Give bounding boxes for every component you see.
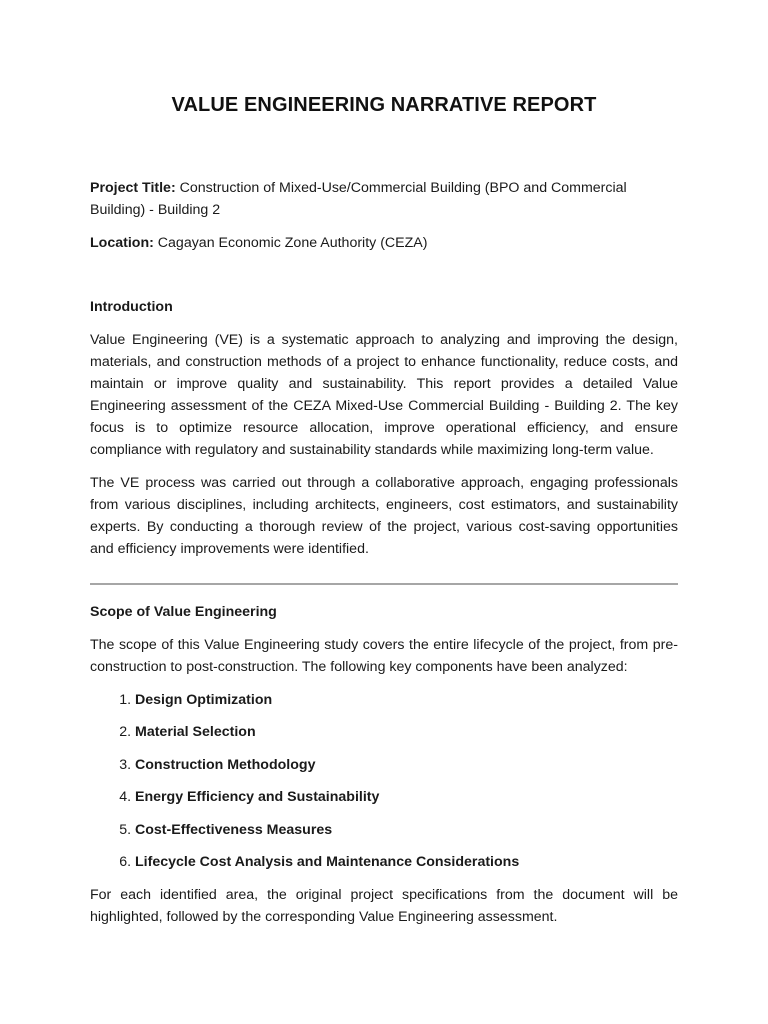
location-value: Cagayan Economic Zone Authority (CEZA) bbox=[157, 235, 428, 251]
introduction-section bbox=[90, 296, 678, 571]
introduction-paragraph-2: The VE process was carried out through a collaborative approach, engaging professionals from various disciplines, including architects, engineers, cost estimators, and sustainability experts. By conducting a thorough review of the project, various cost-saving opportunities and efficiency improvements were identified. bbox=[90, 475, 678, 557]
list-item: 1. Design Optimization bbox=[135, 689, 678, 711]
introduction-paragraph-1: Value Engineering (VE) is a systematic approach to analyzing and improving the design, materials, and construction methods of a project to enhance functionality, reduce costs, and maintain or improve quality and sustainability. This report provides a detailed Value Engineering assessment of the CEZA Mixed-Use Commercial Building - Building 2. The key focus is to optimize resource allocation, improve operational efficiency, and ensure compliance with regulatory and sustainability standards while maximizing long-term value. bbox=[90, 332, 678, 458]
scope-closing: For each identified area, the original project specifications from the document will be highlighted, followed by the corresponding Value Engineering assessment. bbox=[90, 886, 678, 925]
scope-components-list bbox=[90, 689, 678, 873]
project-meta bbox=[90, 177, 678, 265]
scope-heading: Scope of Value Engineering bbox=[90, 604, 277, 620]
list-item: 3. Construction Methodology bbox=[135, 754, 678, 776]
report-title: VALUE ENGINEERING NARRATIVE REPORT bbox=[171, 94, 597, 116]
project-title-line bbox=[90, 177, 678, 221]
project-title-value: Construction of Mixed-Use/Commercial Building (BPO and Commercial Building) - Building 2 bbox=[90, 180, 627, 218]
project-title-label: Project Title: bbox=[90, 180, 176, 196]
list-item: 2. Material Selection bbox=[135, 721, 678, 743]
scope-section bbox=[90, 601, 678, 939]
location-line bbox=[90, 232, 678, 254]
list-item: 4. Energy Efficiency and Sustainability bbox=[135, 786, 678, 808]
list-item: 5. Cost-Effectiveness Measures bbox=[135, 819, 678, 841]
section-divider bbox=[90, 583, 678, 585]
list-item: 6. Lifecycle Cost Analysis and Maintenance Considerations bbox=[135, 851, 678, 873]
scope-intro: The scope of this Value Engineering study covers the entire lifecycle of the project, from pre-construction to post-construction. The following key components have been analyzed: bbox=[90, 637, 678, 675]
location-label: Location: bbox=[90, 235, 154, 251]
introduction-heading: Introduction bbox=[90, 299, 173, 315]
